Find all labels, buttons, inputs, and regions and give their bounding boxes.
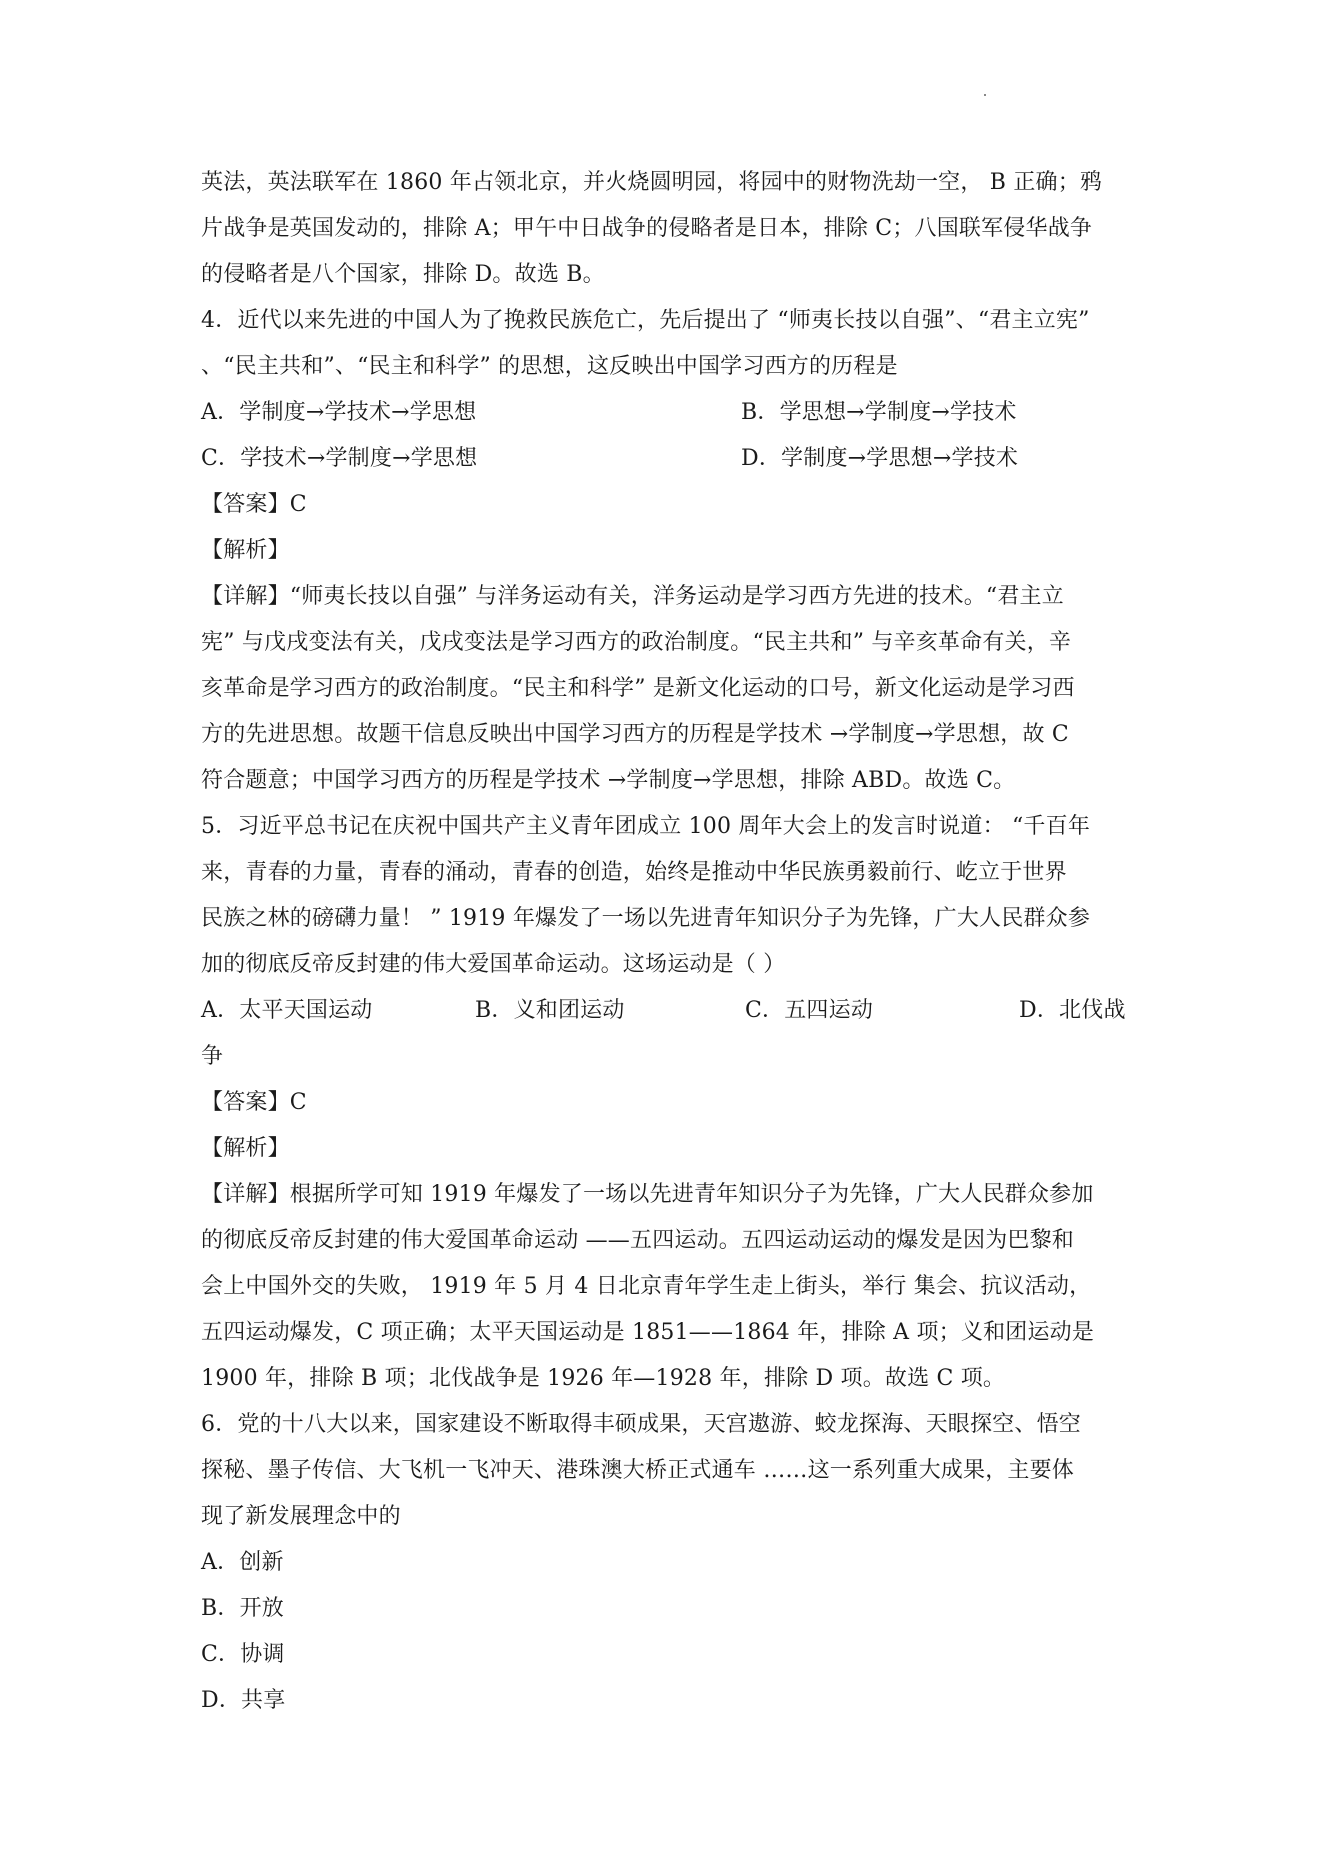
option-c: C．协调	[201, 1642, 285, 1667]
detail-text: 1900 年，排除 B 项；北伐战争是 1926 年—1928 年，排除 D 项。故选 C 项。	[201, 1366, 1006, 1391]
detail-text: 【详解】“师夷长技以自强” 与洋务运动有关，洋务运动是学习西方先进的技术。“君主立	[201, 584, 1064, 609]
detail-text: 的彻底反帝反封建的伟大爱国革命运动 ——五四运动。五四运动运动的爆发是因为巴黎和	[201, 1228, 1074, 1253]
detail-text: 【详解】根据所学可知 1919 年爆发了一场以先进青年知识分子为先锋，广大人民群众参加	[201, 1182, 1094, 1207]
question-4-stem: 4．近代以来先进的中国人为了挽救民族危亡，先后提出了 “师夷长技以自强”、“君主立宪”	[201, 308, 1090, 333]
option-c: C．学技术→学制度→学思想	[201, 446, 478, 471]
question-5-stem: 民族之林的磅礴力量！ ” 1919 年爆发了一场以先进青年知识分子为先锋，广大人民群众参	[201, 906, 1091, 931]
option-d-wrap: 争	[201, 1044, 224, 1069]
option-b: B．学思想→学制度→学技术	[741, 400, 1017, 425]
document-body	[201, 160, 1131, 1724]
option-a: A．创新	[201, 1550, 284, 1575]
detail-text: 会上中国外交的失败， 1919 年 5 月 4 日北京青年学生走上街头，举行 集会、抗议活动，	[201, 1274, 1092, 1299]
question-5-stem: 加的彻底反帝反封建的伟大爱国革命运动。这场运动是（ ）	[201, 952, 786, 977]
detail-text: 符合题意；中国学习西方的历程是学技术 →学制度→学思想，排除 ABD。故选 C。	[201, 768, 1016, 793]
option-b: B．开放	[201, 1596, 284, 1621]
question-4-options-row	[201, 436, 1131, 482]
option-d: D．北伐战	[1019, 998, 1126, 1023]
scan-dot	[984, 94, 986, 96]
detail-text: 亥革命是学习西方的政治制度。“民主和科学” 是新文化运动的口号，新文化运动是学习西	[201, 676, 1075, 701]
question-4-stem: 、“民主共和”、“民主和科学” 的思想，这反映出中国学习西方的历程是	[201, 354, 898, 379]
question-6-stem: 现了新发展理念中的	[201, 1504, 401, 1529]
question-5-stem: 来，青春的力量，青春的涌动，青春的创造，始终是推动中华民族勇毅前行、屹立于世界	[201, 860, 1067, 885]
question-5-stem: 5．习近平总书记在庆祝中国共产主义青年团成立 100 周年大会上的发言时说道： “千百年	[201, 814, 1091, 839]
text-line: 英法，英法联军在 1860 年占领北京，并火烧圆明园，将园中的财物洗劫一空， B 正确；鸦	[201, 170, 1103, 195]
detail-text: 五四运动爆发，C 项正确；太平天国运动是 1851——1864 年，排除 A 项；义和团运动是	[201, 1320, 1095, 1345]
answer-label: 【答案】C	[201, 1090, 307, 1115]
question-6-stem: 6．党的十八大以来，国家建设不断取得丰硕成果，天宫遨游、蛟龙探海、天眼探空、悟空	[201, 1412, 1081, 1437]
option-a: A．太平天国运动	[201, 998, 373, 1023]
answer-label: 【答案】C	[201, 492, 307, 517]
analysis-label: 【解析】	[201, 1136, 290, 1161]
text-line: 的侵略者是八个国家，排除 D。故选 B。	[201, 262, 605, 287]
question-6-stem: 探秘、墨子传信、大飞机一飞冲天、港珠澳大桥正式通车 ……这一系列重大成果，主要体	[201, 1458, 1074, 1483]
option-d: D．学制度→学思想→学技术	[741, 446, 1019, 471]
option-d: D．共享	[201, 1688, 286, 1713]
question-5-options-row	[201, 988, 1131, 1034]
detail-text: 方的先进思想。故题干信息反映出中国学习西方的历程是学技术 →学制度→学思想，故 C	[201, 722, 1069, 747]
option-c: C．五四运动	[745, 998, 874, 1023]
analysis-label: 【解析】	[201, 538, 290, 563]
question-4-options-row	[201, 390, 1131, 436]
option-b: B．义和团运动	[475, 998, 625, 1023]
option-a: A．学制度→学技术→学思想	[201, 400, 477, 425]
detail-text: 宪” 与戊戌变法有关，戊戌变法是学习西方的政治制度。“民主共和” 与辛亥革命有关，辛	[201, 630, 1072, 655]
text-line: 片战争是英国发动的，排除 A；甲午中日战争的侵略者是日本，排除 C；八国联军侵华战争	[201, 216, 1093, 241]
